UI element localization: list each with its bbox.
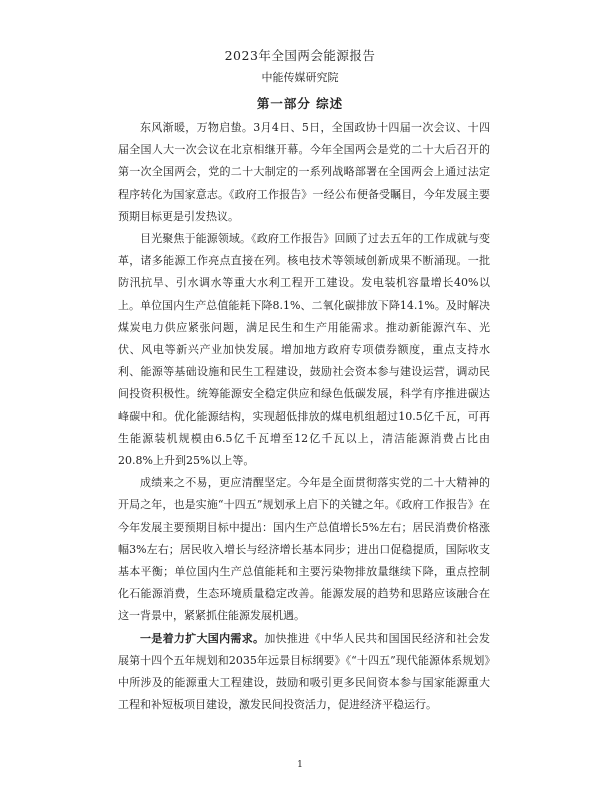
paragraph-4-text: 加快推进《中华人民共和国国民经济和社会发展第十四个五年规划和2035年远景目标纲要》《“十四五”现代能源体系规划》中所涉及的能源重大工程建设，鼓励和吸引更多民间资本参与国家能源重大工程和补短板项目建设，激发民间投资活力，促进经济平稳运行。 [118, 631, 491, 712]
document-title: 2023年全国两会能源报告 [224, 48, 376, 63]
paragraph-2: 目光聚焦于能源领域。《政府工作报告》回顾了过去五年的工作成就与变革，诸多能源工作亮点直接在列。核电技术等领域创新成果不断涌现。一批防汛抗旱、引水调水等重大水利工程开工建设。发电装机容量增长40%以上。单位国内生产总值能耗下降8.1%、二氧化碳排放下降14.1%。及时解决煤炭电力供应紧张问题，满足民生和生产用能需求。推动新能源汽车、光伏、风电等新兴产业加快发展。增加地方政府专项债券额度，重点支持水利、能源等基础设施和民生工程建设，鼓励社会资本参与建设运营，调动民间投资积极性。统筹能源安全稳定供应和绿色低碳发展，科学有序推进碳达峰碳中和。优化能源结构，实现超低排放的煤电机组超过10.5亿千瓦，可再生能源装机规模由6.5亿千瓦增至12亿千瓦以上，清洁能源消费占比由20.8%上升到25%以上等。 [118, 232, 490, 468]
paragraph-4 [118, 628, 490, 717]
paragraph-1: 东风渐暖，万物启蛰。3月4日、5日，全国政协十四届一次会议、十四届全国人大一次会议在北京相继开幕。今年全国两会是党的二十大后召开的第一次全国两会，党的二十大制定的一系列战略部署在全国两会上通过法定程序转化为国家意志。《政府工作报告》一经公布便备受瞩目，今年发展主要预期目标更是引发热议。 [118, 121, 490, 223]
page-number: 1 [297, 760, 303, 770]
paragraph-3: 成绩来之不易，更应清醒坚定。今年是全面贯彻落实党的二十大精神的开局之年，也是实施“十四五”规划承上启下的关键之年。《政府工作报告》在今年发展主要预期目标中提出：国内生产总值增长5%左右；居民消费价格涨幅3%左右；居民收入增长与经济增长基本同步；进出口促稳提质，国际收支基本平衡；单位国内生产总值能耗和主要污染物排放量继续下降，重点控制化石能源消费，生态环境质量稳定改善。能源发展的趋势和思路应该融合在这一背景中，紧紧抓住能源发展机遇。 [118, 476, 490, 623]
document-organization: 中能传媒研究院 [261, 71, 339, 84]
paragraph-4-lead: 一是着力扩大国内需求。 [140, 631, 265, 645]
document-body [118, 117, 490, 716]
section-heading: 第一部分 综述 [256, 96, 344, 111]
